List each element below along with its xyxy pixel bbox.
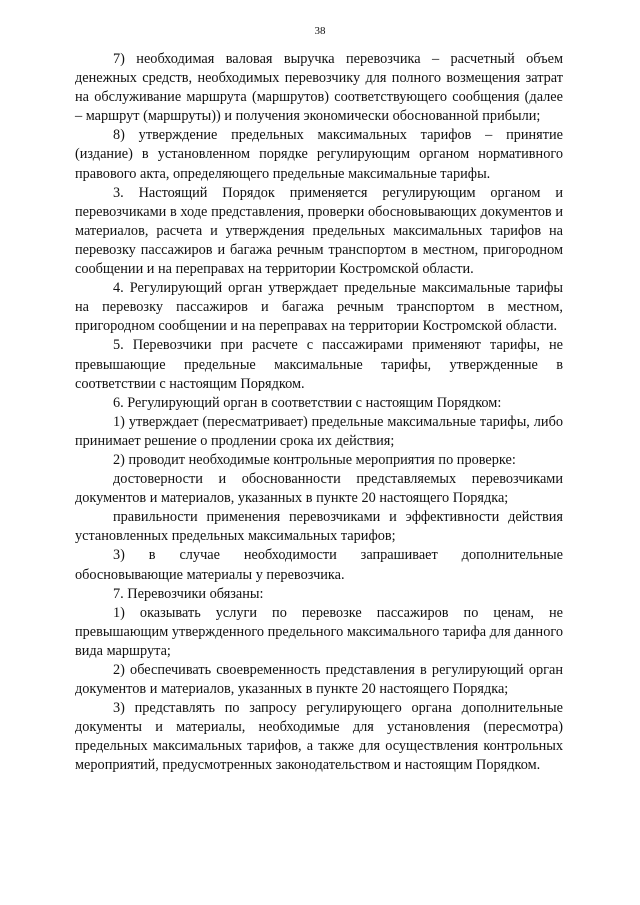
paragraph-7-gross-revenue: 7) необходимая валовая выручка перевозчика – расчетный объем денежных средств, необходимых перевозчику для полного возмещения затрат на обслуживание маршрута (маршрутов) соответствующего сообщения (далее – маршрут (маршруты)) и получения экономически обоснованной прибыли; <box>75 51 563 125</box>
paragraph-section-6: 6. Регулирующий орган в соответствии с настоящим Порядком: <box>113 394 502 411</box>
paragraph-section-6-item-3: 3) в случае необходимости запрашивает дополнительные обосновывающие материалы у перевозчика. <box>75 547 563 583</box>
paragraph-section-4: 4. Регулирующий орган утверждает предельные максимальные тарифы на перевозку пассажиров и багажа речным транспортом в местном, пригородном сообщении и на переправах на территории Костромской области. <box>75 280 563 335</box>
paragraph-section-6-item-1: 1) утверждает (пересматривает) предельные максимальные тарифы, либо принимает решение о продлении срока их действия; <box>75 413 563 449</box>
paragraph-section-7-item-1: 1) оказывать услуги по перевозке пассажиров по ценам, не превышающим утвержденного предельного максимального тарифа для данного вида маршрута; <box>75 604 563 659</box>
paragraph-section-6-item-2: 2) проводит необходимые контрольные мероприятия по проверке: <box>113 451 516 468</box>
paragraph-section-6-item-2-correctness: правильности применения перевозчиками и эффективности действия установленных предельных максимальных тарифов; <box>75 509 563 545</box>
paragraph-section-7-item-3: 3) представлять по запросу регулирующего органа дополнительные документы и материалы, необходимые для установления (пересмотра) предельных максимальных тарифов, а также для осуществления контрольных мероприятий, предусмотренных законодательством и настоящим Порядком. <box>75 700 563 774</box>
paragraph-section-7: 7. Перевозчики обязаны: <box>113 585 264 602</box>
document-body <box>75 50 563 776</box>
paragraph-section-6-item-2-reliability: достоверности и обоснованности представляемых перевозчиками документов и материалов, указанных в пункте 20 настоящего Порядка; <box>75 471 563 507</box>
paragraph-section-7-item-2: 2) обеспечивать своевременность представления в регулирующий орган документов и материалов, указанных в пункте 20 настоящего Порядка; <box>75 662 563 698</box>
paragraph-8-tariff-approval: 8) утверждение предельных максимальных тарифов – принятие (издание) в установленном порядке регулирующим органом нормативного правового акта, определяющего предельные максимальные тарифы. <box>75 127 563 182</box>
paragraph-section-5: 5. Перевозчики при расчете с пассажирами применяют тарифы, не превышающие предельные максимальные тарифы, утвержденные в соответствии с настоящим Порядком. <box>75 337 563 392</box>
paragraph-section-3: 3. Настоящий Порядок применяется регулирующим органом и перевозчиками в ходе представления, проверки обосновывающих документов и материалов, расчета и утверждения предельных максимальных тарифов на перевозку пассажиров и багажа речным транспортом в местном, пригородном сообщении и на переправах на территории Костромской области. <box>75 184 563 278</box>
page-number: 38 <box>314 25 326 37</box>
